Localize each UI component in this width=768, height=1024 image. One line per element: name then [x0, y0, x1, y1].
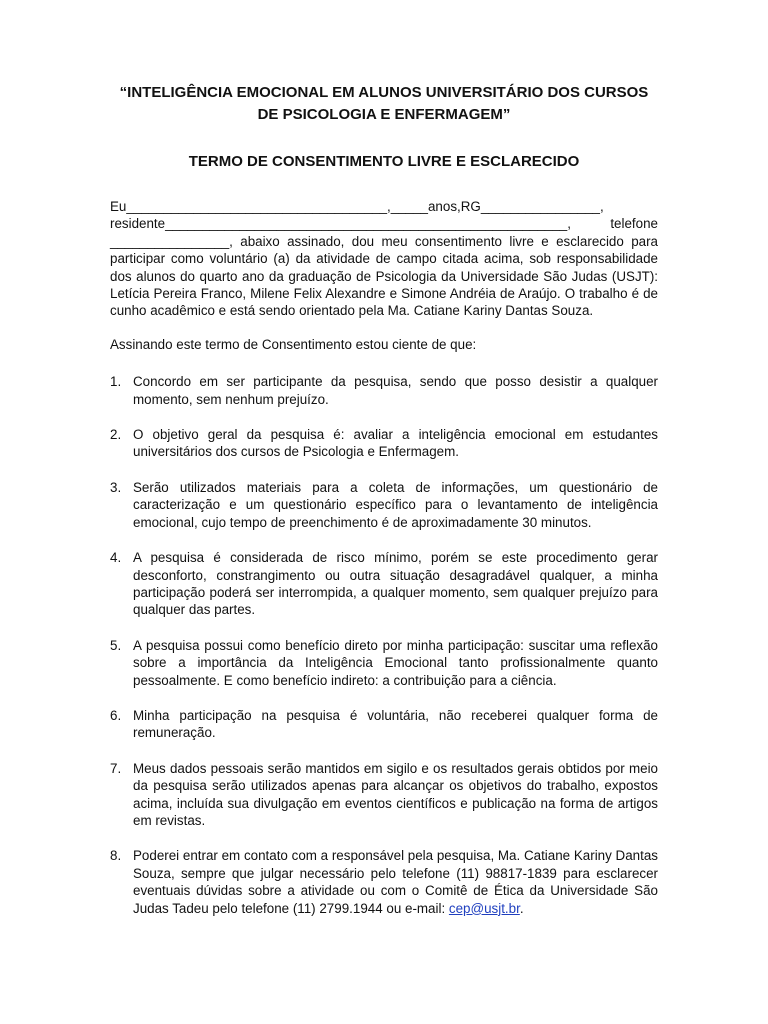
list-item — [110, 426, 658, 461]
list-item — [110, 637, 658, 689]
document-title: “INTELIGÊNCIA EMOCIONAL EM ALUNOS UNIVERSITÁRIO DOS CURSOS DE PSICOLOGIA E ENFERMAGEM” — [119, 84, 649, 123]
document-page — [110, 82, 658, 935]
list-item-number: 4. — [110, 550, 122, 566]
list-item-text: Meus dados pessoais serão mantidos em sigilo e os resultados gerais obtidos por meio da pesquisa serão utilizados apenas para alcançar os objetivos do trabalho, expostos acima, incluída sua divulgação em eventos científicos e publicação na forma de artigos em revistas. — [133, 760, 658, 828]
list-item-text: Minha participação na pesquisa é voluntária, não receberei qualquer forma de remuneração. — [133, 707, 658, 741]
list-item-text: Serão utilizados materiais para a coleta de informações, um questionário de caracterização e um questionário específico para o levantamento de inteligência emocional, cujo tempo de preenchimento é de aproximadamente 30 minutos. — [133, 479, 658, 530]
list-item-text: O objetivo geral da pesquisa é: avaliar a inteligência emocional em estudantes universitários dos cursos de Psicologia e Enfermagem. — [133, 427, 658, 460]
consent-lead-sentence: Assinando este termo de Consentimento estou ciente de que: — [110, 336, 477, 352]
document-subtitle: TERMO DE CONSENTIMENTO LIVRE E ESCLARECIDO — [188, 153, 580, 170]
list-item-number: 6. — [110, 707, 122, 723]
list-item-text: Poderei entrar em contato com a responsável pela pesquisa, Ma. Catiane Kariny Dantas Souza, sempre que julgar necessário pelo telefone (11) 98817-1839 para esclarecer eventuais dúvidas sobre a atividade ou com o Comitê de Ética da Universidade São Judas Tadeu pelo telefone (11) 2799.1944 ou e-mail: — [133, 848, 658, 916]
list-item — [110, 373, 658, 408]
list-item-number: 8. — [110, 848, 122, 864]
email-link[interactable]: cep@usjt.br — [448, 900, 520, 916]
consent-intro-paragraph: Eu___________________________________,_____anos,RG________________, residente______________________________________________________, telefone ________________, abaixo assinado, dou meu consentimento livre e esclarecido para participar como voluntário (a) da atividade de campo citada acima, sob responsabilidade dos alunos do quarto ano da graduação de Psicologia da Universidade São Judas (USJT): Letícia Pereira Franco, Milene Felix Alexandre e Simone Andréia de Araújo. O trabalho é de cunho acadêmico e está sendo orientado pela Ma. Catiane Kariny Dantas Souza. — [110, 199, 658, 319]
list-item-number: 7. — [110, 760, 122, 776]
list-item-number: 5. — [110, 637, 122, 653]
list-item-number: 2. — [110, 427, 122, 443]
list-item-number: 1. — [110, 374, 122, 390]
list-item — [110, 549, 658, 619]
list-item — [110, 760, 658, 830]
list-item-end-punctuation: . — [519, 900, 524, 916]
list-item — [110, 847, 658, 917]
list-item-number: 3. — [110, 479, 122, 495]
list-item — [110, 707, 658, 742]
list-item-text: Concordo em ser participante da pesquisa, sendo que posso desistir a qualquer momento, sem nenhum prejuízo. — [133, 374, 658, 407]
list-item-text: A pesquisa é considerada de risco mínimo, porém se este procedimento gerar desconforto, constrangimento ou outra situação desagradável qualquer, a minha participação poderá ser interrompida, a qualquer momento, sem qualquer prejuízo para qualquer das partes. — [133, 550, 658, 618]
list-item-text: A pesquisa possui como benefício direto por minha participação: suscitar uma reflexão sobre a importância da Inteligência Emocional tanto profissionalmente quanto pessoalmente. E como benefício indireto: a contribuição para a ciência. — [133, 637, 658, 688]
list-item — [110, 479, 658, 531]
consent-items-list — [110, 373, 658, 917]
